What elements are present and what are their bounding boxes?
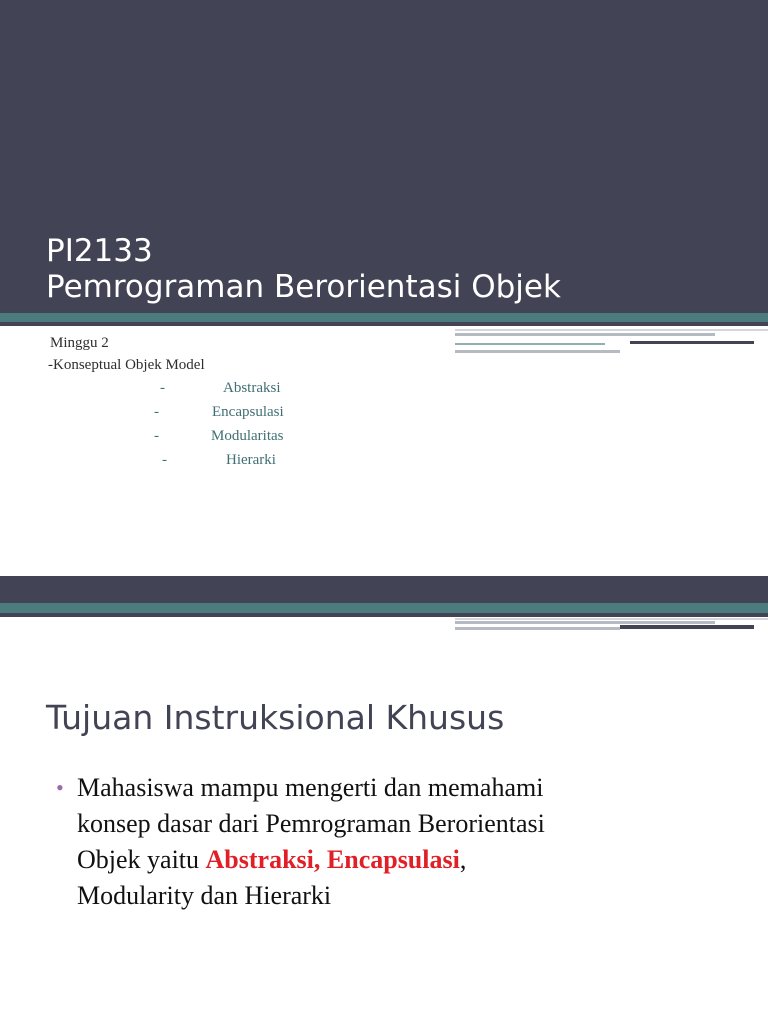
body-line: konsep dasar dari Pemrograman Berorientasi xyxy=(77,809,545,838)
accent-line xyxy=(455,343,605,345)
bullet-icon: • xyxy=(56,775,64,800)
teal-stripe xyxy=(0,603,768,613)
topic-label: Abstraksi xyxy=(223,380,281,396)
accent-line xyxy=(455,627,620,630)
course-code: PI2133 xyxy=(46,233,153,269)
teal-stripe xyxy=(0,313,768,322)
slide-objectives xyxy=(0,576,768,1024)
concept-label: -Konseptual Objek Model xyxy=(48,357,205,373)
week-label: Minggu 2 xyxy=(50,335,109,351)
accent-line xyxy=(455,350,620,353)
top-band xyxy=(0,576,768,603)
list-item xyxy=(77,770,736,914)
accent-line xyxy=(455,329,768,331)
body-line xyxy=(77,842,736,878)
accent-line xyxy=(630,341,754,344)
topic-label: Hierarki xyxy=(226,452,276,468)
accent-line xyxy=(620,625,754,629)
bullet-list xyxy=(56,770,736,914)
accent-line xyxy=(455,333,715,336)
dash-marker: - xyxy=(162,452,167,468)
dash-marker: - xyxy=(160,380,165,396)
dash-marker: - xyxy=(154,428,159,444)
page-title: Tujuan Instruksional Khusus xyxy=(46,698,505,737)
subtitle-block xyxy=(50,332,205,376)
slide-title-heading xyxy=(46,233,561,305)
body-line: Modularity dan Hierarki xyxy=(77,881,332,910)
body-text: , xyxy=(459,845,467,874)
body-text: Objek yaitu xyxy=(77,845,206,874)
dark-stripe xyxy=(0,613,768,617)
topic-label: Encapsulasi xyxy=(212,404,284,420)
body-line: Mahasiswa mampu mengerti dan memahami xyxy=(77,773,544,802)
dash-marker: - xyxy=(154,404,159,420)
accent-line xyxy=(455,618,768,620)
dark-stripe xyxy=(0,322,768,326)
accent-line xyxy=(455,621,715,624)
highlighted-terms: Abstraksi, Encapsulasi xyxy=(205,845,460,874)
topic-label: Modularitas xyxy=(211,428,284,444)
course-name: Pemrograman Berorientasi Objek xyxy=(46,269,561,305)
